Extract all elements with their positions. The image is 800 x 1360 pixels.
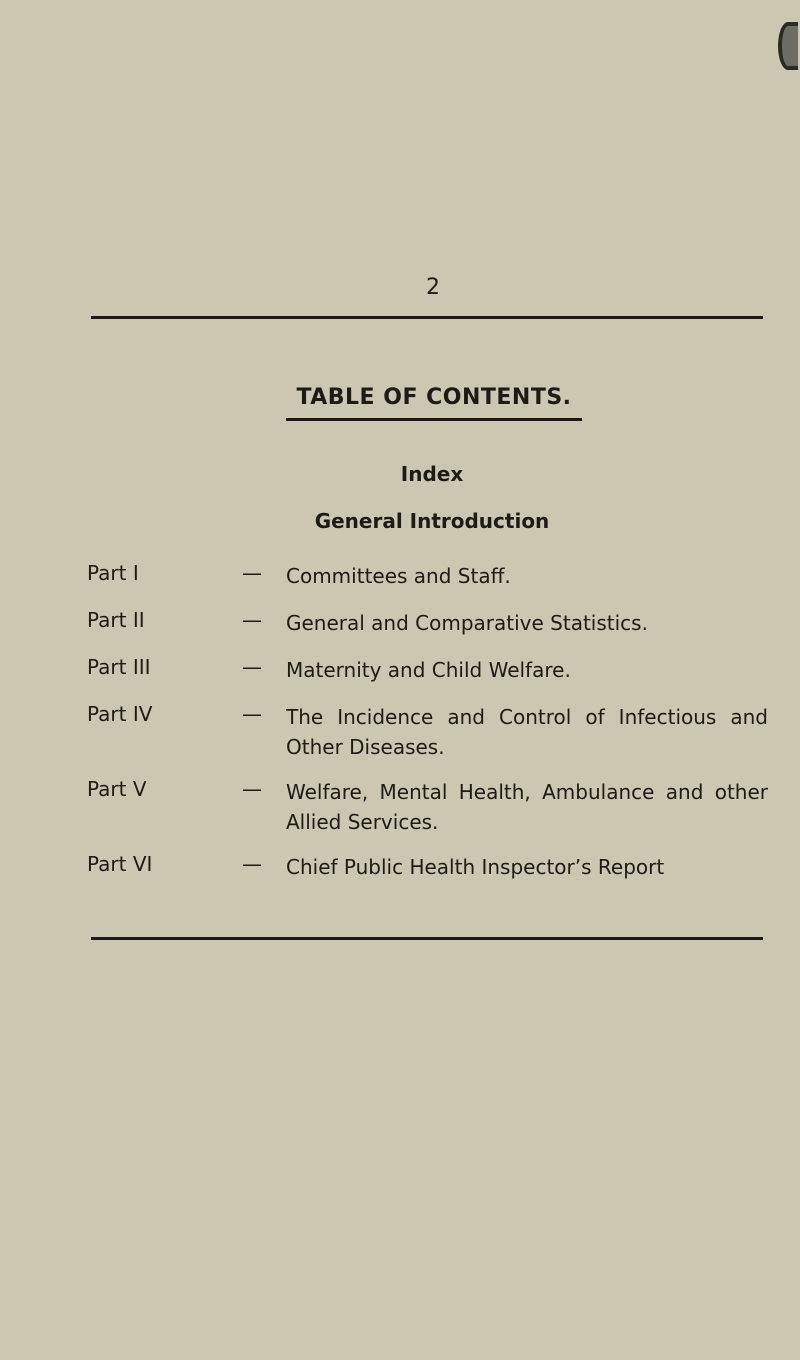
entry-description bbox=[286, 655, 768, 685]
top-rule bbox=[91, 316, 763, 319]
part-label: Part IV bbox=[87, 702, 153, 726]
bottom-rule bbox=[91, 937, 763, 940]
entry-dash: — bbox=[242, 702, 262, 726]
page-title: TABLE OF CONTENTS. bbox=[296, 385, 572, 410]
title-underline bbox=[286, 418, 582, 421]
entry-description bbox=[286, 777, 768, 837]
entry-line: Chief Public Health Inspector’s Report bbox=[286, 855, 665, 879]
entry-line: Maternity and Child Welfare. bbox=[286, 658, 571, 682]
entry-line: The Incidence and Control of Infectious and bbox=[286, 705, 768, 729]
part-label: Part II bbox=[87, 608, 145, 632]
introduction-heading: General Introduction bbox=[314, 509, 550, 533]
entry-line: Committees and Staff. bbox=[286, 564, 511, 588]
part-label: Part V bbox=[87, 777, 147, 801]
entry-line: General and Comparative Statistics. bbox=[286, 611, 648, 635]
entry-description bbox=[286, 852, 768, 882]
entry-dash: — bbox=[242, 777, 262, 801]
page-corner-mark bbox=[778, 22, 798, 70]
entry-dash: — bbox=[242, 655, 262, 679]
entry-description bbox=[286, 608, 768, 638]
index-heading: Index bbox=[400, 462, 464, 486]
entry-dash: — bbox=[242, 852, 262, 876]
entry-dash: — bbox=[242, 608, 262, 632]
entry-line: Other Diseases. bbox=[286, 735, 445, 759]
entry-line: Allied Services. bbox=[286, 810, 439, 834]
entry-line: Welfare, Mental Health, Ambulance and other bbox=[286, 780, 768, 804]
entry-description bbox=[286, 561, 768, 591]
part-label: Part III bbox=[87, 655, 151, 679]
entry-dash: — bbox=[242, 561, 262, 585]
part-label: Part VI bbox=[87, 852, 153, 876]
entry-description bbox=[286, 702, 768, 762]
part-label: Part I bbox=[87, 561, 139, 585]
page-number: 2 bbox=[426, 275, 440, 300]
